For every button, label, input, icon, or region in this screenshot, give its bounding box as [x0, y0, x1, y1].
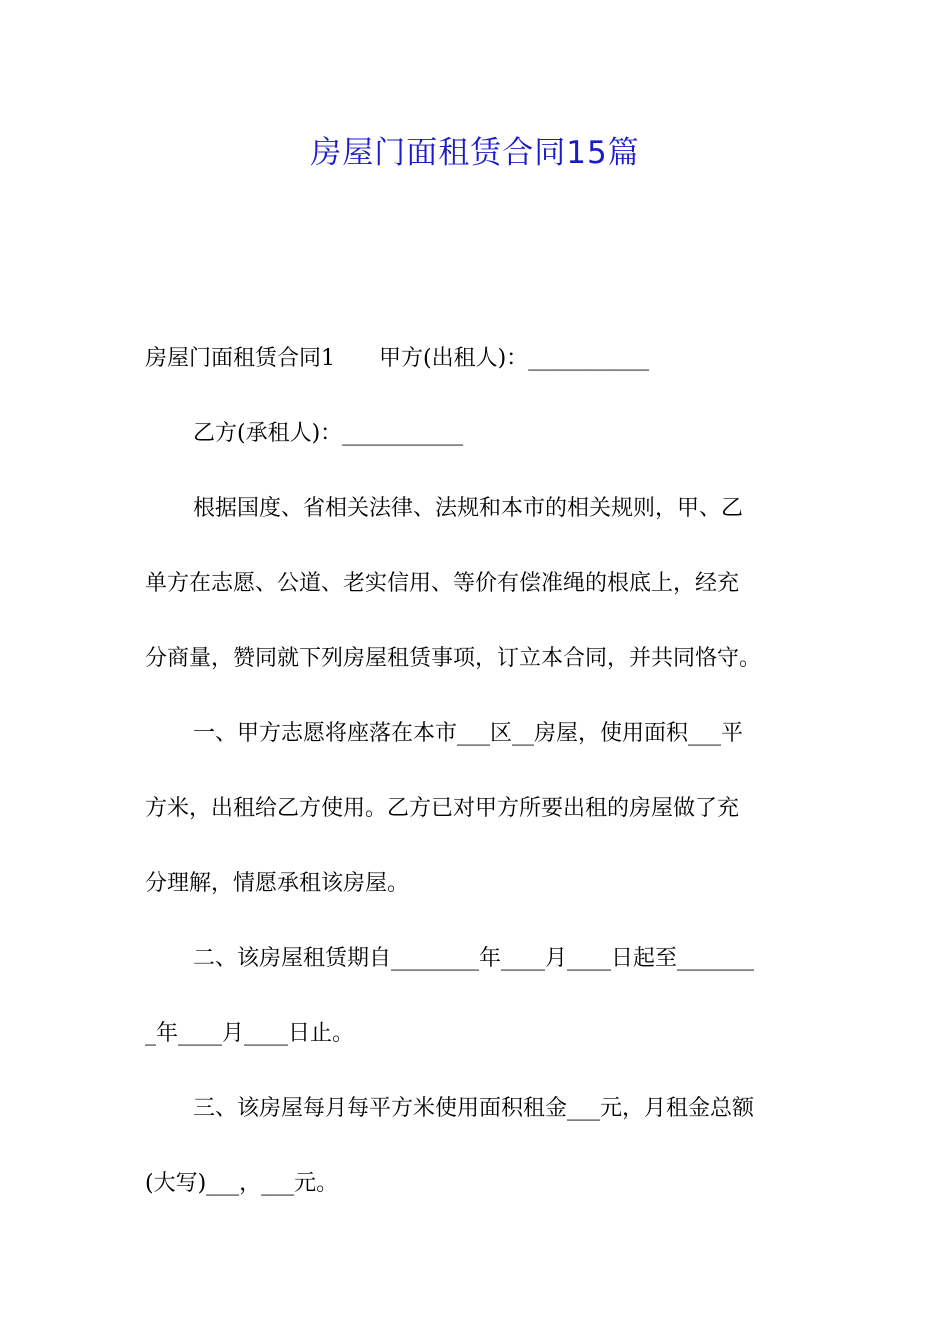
paragraph-line: 三、该房屋每月每平方米使用面积租金___元，月租金总额	[193, 1096, 755, 1121]
paragraph-line: 单方在志愿、公道、老实信用、等价有偿准绳的根底上，经充	[145, 571, 740, 596]
paragraph-line: 方米，出租给乙方使用。乙方已对甲方所要出租的房屋做了充	[145, 796, 740, 821]
paragraph-line: 乙方(承租人)：___________	[193, 421, 464, 446]
paragraph-line: 根据国度、省相关法律、法规和本市的相关规则，甲、乙	[193, 496, 744, 521]
paragraph-line: 分商量，赞同就下列房屋租赁事项，订立本合同，并共同恪守。	[145, 646, 762, 671]
paragraph-line: (大写)___，___元。	[145, 1171, 339, 1196]
paragraph-line: _年____月____日止。	[145, 1021, 355, 1046]
paragraph-line: 二、该房屋租赁期自________年____月____日起至_______	[193, 946, 755, 971]
document-title: 房屋门面租赁合同15篇	[310, 135, 640, 171]
paragraph-line: 房屋门面租赁合同1 甲方(出租人)：___________	[145, 346, 650, 371]
paragraph-line: 分理解，情愿承租该房屋。	[145, 871, 410, 896]
paragraph-line: 一、甲方志愿将座落在本市___区__房屋，使用面积___平	[193, 721, 744, 746]
